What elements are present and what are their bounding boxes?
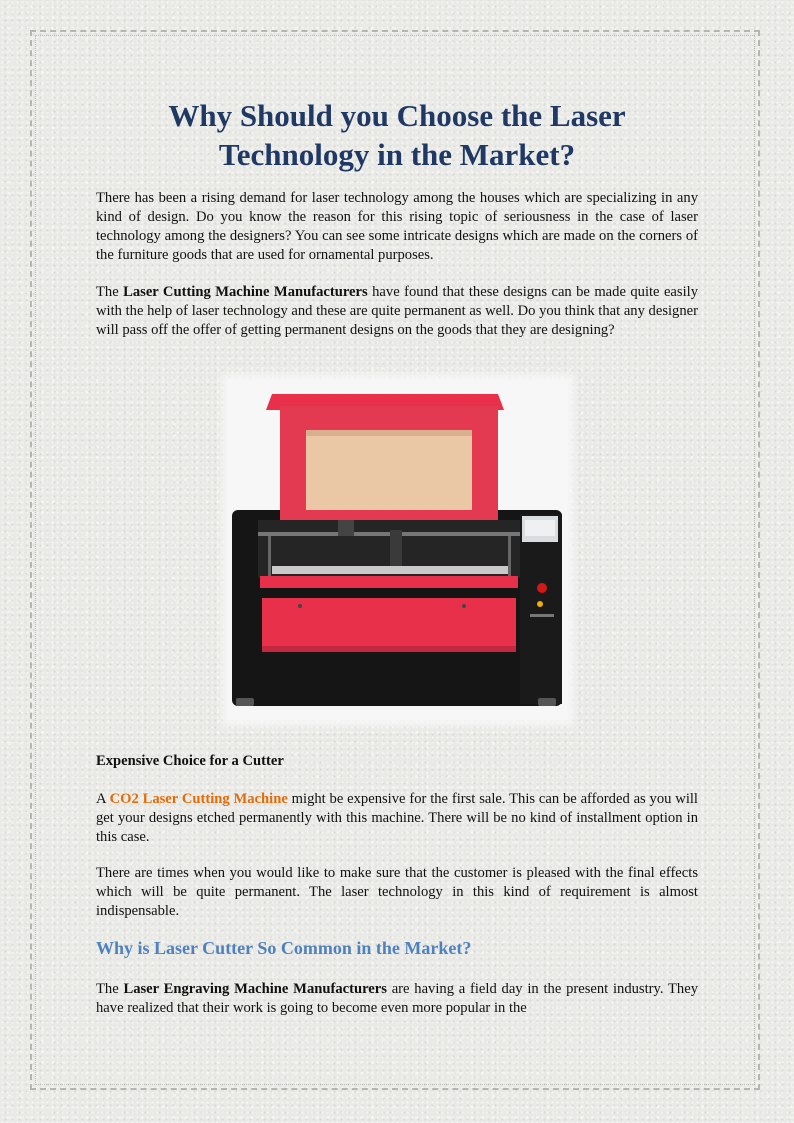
section-heading-common: Why is Laser Cutter So Common in the Market? (96, 938, 472, 958)
manufacturers-pre: The (96, 284, 124, 300)
co2-pre: A (96, 791, 110, 807)
engraving-pre: The (96, 981, 124, 997)
section-heading-expensive: Expensive Choice for a Cutter (96, 753, 284, 769)
co2-paragraph (96, 790, 698, 847)
laser-machine-image (228, 380, 568, 720)
engraving-post: are having a field day in the present industry. They have realized that their work is going to become even more popular in the (96, 981, 699, 1016)
co2-post: might be expensive for the first sale. This can be afforded as you will get your designs etched permanently with this machine. There will be no kind of installment option in this case. (96, 791, 698, 845)
laser-machine-illustration (228, 380, 568, 720)
manufacturers-post: have found that these designs can be made quite easily with the help of laser technology and these are quite permanent as well. Do you think that any designer will pass off the offer of getting permanent designs on the goods that they are designing? (96, 284, 698, 338)
page-title: Why Should you Choose the Laser Technology in the Market? (168, 98, 626, 172)
intro-paragraph: There has been a rising demand for laser technology among the houses which are specializing in any kind of design. Do you know the reason for this rising topic of seriousness in the case of laser technology among the designers? You can see some intricate designs which are made on the corners of the furniture goods that are used for ornamental purposes. (96, 190, 698, 263)
laser-cutting-manufacturers-term: Laser Cutting Machine Manufacturers (123, 284, 368, 300)
manufacturers-paragraph (96, 283, 698, 340)
engraving-paragraph (96, 980, 698, 1018)
laser-engraving-manufacturers-term: Laser Engraving Machine Manufacturers (123, 981, 387, 997)
co2-laser-cutting-machine-link[interactable]: CO2 Laser Cutting Machine (109, 791, 288, 807)
permanence-paragraph: There are times when you would like to make sure that the customer is pleased with the final effects which will be quite permanent. The laser technology in this kind of requirement is almost indispensable. (96, 865, 698, 919)
